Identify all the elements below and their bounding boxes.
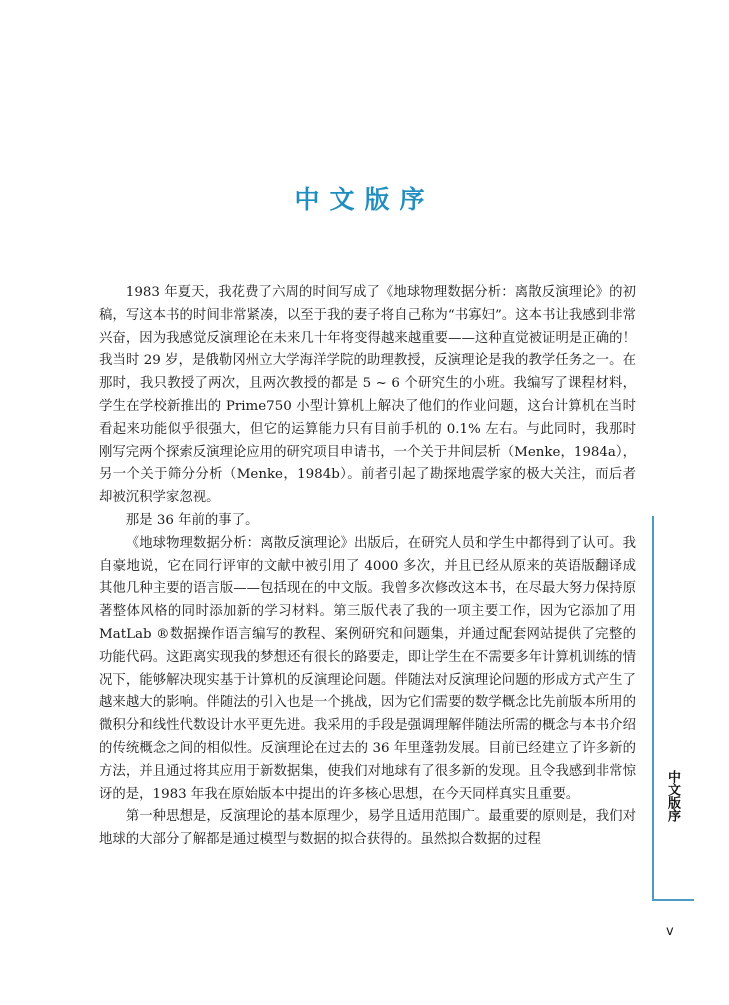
- paragraph: 第一种思想是，反演理论的基本原理少，易学且适用范围广。最重要的原则是，我们对地球的大部分了解都是通过模型与数据的拟合获得的。虽然拟合数据的过程: [99, 809, 636, 848]
- page-title: 中文版序: [294, 185, 435, 214]
- paragraph: 《地球物理数据分析：离散反演理论》出版后，在研究人员和学生中都得到了认可。我自豪地说，它在同行评审的文献中被引用了 4000 多次，并且已经从原来的英语版翻译成其他几种主要的语言版——包括现在的中文版。我曾多次修改这本书，在尽最大努力保持原著整体风格的同时添加新的学习材料。第三版代表了我的一项主要工作，因为它添加了用 MatLab ®数据操作语言编写的教程、案例研究和问题集，并通过配套网站提供了完整的功能代码。这距离实现我的梦想还有很长的路要走，即让学生在不需要多年计算机训练的情况下，能够解决现实基于计算机的反演理论问题。伴随法对反演理论问题的形成方式产生了越来越大的影响。伴随法的引入也是一个挑战，因为它们需要的数学概念比先前版本所用的微积分和线性代数设计水平更先进。我采用的手段是强调理解伴随法所需的概念与本书介绍的传统概念之间的相似性。反演理论在过去的 36 年里蓬勃发展。目前已经建立了许多新的方法，并且通过将其应用于新数据集，使我们对地球有了很多新的发现。且令我感到非常惊讶的是，1983 年我在原始版本中提出的许多核心思想，在今天同样真实且重要。: [99, 535, 636, 802]
- side-rule: [652, 516, 654, 900]
- body-text: [99, 282, 636, 852]
- page-number: v: [666, 924, 674, 939]
- paragraph: 1983 年夏天，我花费了六周的时间写成了《地球物理数据分析：离散反演理论》的初稿，写这本书的时间非常紧凑，以至于我的妻子将自己称为“书寡妇”。这本书让我感到非常兴奋，因为我感觉反演理论在未来几十年将变得越来越重要——这种直觉被证明是正确的！我当时 29 岁，是俄勒冈州立大学海洋学院的助理教授，反演理论是我的教学任务之一。在那时，我只教授了两次，且两次教授的都是 5 ~ 6 个研究生的小班。我编写了课程材料，学生在学校新推出的 Prime750 小型计算机上解决了他们的作业问题，这台计算机在当时看起来功能似乎很强大，但它的运算能力只有目前手机的 0.1% 左右。与此同时，我那时刚写完两个探索反演理论应用的研究项目申请书，一个关于井间层析（Menke，1984a），另一个关于筛分分析（Menke，1984b）。前者引起了勘探地震学家的极大关注，而后者却被沉积学家忽视。: [99, 285, 636, 506]
- side-section-label: 中文版序: [665, 770, 680, 822]
- paragraph: 那是 36 年前的事了。: [125, 512, 259, 528]
- side-rule-bottom: [652, 899, 694, 901]
